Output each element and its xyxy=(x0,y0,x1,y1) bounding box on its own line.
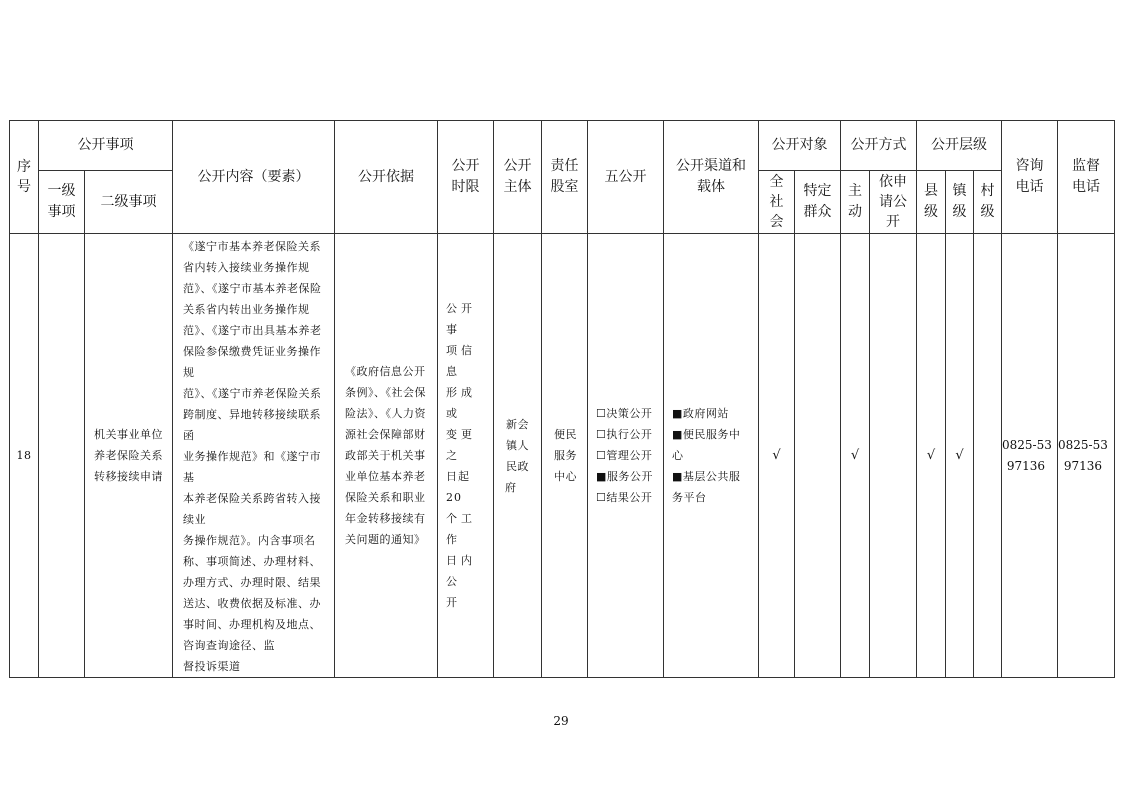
header-supervise-phone: 监督电话 xyxy=(1058,121,1115,234)
content-line: 督投诉渠道 xyxy=(183,660,241,673)
five-open-line: ☐决策公开 xyxy=(596,407,653,420)
content-line: 本养老保险关系跨省转入接续业 xyxy=(183,492,321,526)
header-channel: 公开渠道和载体 xyxy=(664,121,759,234)
subject-line: 镇人 xyxy=(506,438,529,452)
content-line: 送达、收费依据及标准、办 xyxy=(183,597,321,610)
content-line: 咨询查询途径、监 xyxy=(183,639,275,652)
header-level1: 一级事项 xyxy=(39,171,85,234)
basis-line: 《政府信息公开 xyxy=(345,365,426,378)
row-five-open xyxy=(588,234,664,678)
row-subject xyxy=(494,234,542,678)
channel-line: 心 xyxy=(672,449,684,462)
dept-line: 服务 xyxy=(554,449,577,462)
header-time-limit: 公开时限 xyxy=(438,121,494,234)
time-limit-line: 个工作 xyxy=(446,512,476,546)
row-village xyxy=(974,234,1002,678)
channel-line: ■政府网站 xyxy=(672,407,729,420)
five-open-line: ☐结果公开 xyxy=(596,491,653,504)
row-level2 xyxy=(85,234,173,678)
header-mode-active: 主动 xyxy=(841,171,870,234)
level2-line: 机关事业单位 xyxy=(94,428,163,441)
page-number: 29 xyxy=(553,714,569,728)
subject-line: 民政 xyxy=(506,459,529,473)
basis-line: 业单位基本养老 xyxy=(345,470,426,483)
header-consult-phone: 咨询电话 xyxy=(1002,121,1058,234)
level2-line: 养老保险关系 xyxy=(94,449,163,462)
channel-line: 务平台 xyxy=(672,491,707,504)
row-supervise-phone xyxy=(1058,234,1115,678)
header-town: 镇级 xyxy=(946,171,974,234)
header-dept: 责任股室 xyxy=(542,121,588,234)
header-basis: 公开依据 xyxy=(335,121,438,234)
supervise-phone-line: 0825-53 xyxy=(1058,437,1108,452)
content-line: 事时间、办理机构及地点、 xyxy=(183,618,321,631)
row-content xyxy=(173,234,335,678)
header-target: 公开对象 xyxy=(759,121,841,171)
row-consult-phone xyxy=(1002,234,1058,678)
row-county: √ xyxy=(917,234,946,678)
row-channel xyxy=(664,234,759,678)
dept-line: 便民 xyxy=(554,428,577,441)
content-line: 省内转入接续业务操作规 xyxy=(183,261,310,274)
time-limit-line: 日内公 xyxy=(446,554,476,588)
header-level: 公开层级 xyxy=(917,121,1002,171)
content-line: 范》、《遂宁市基本养老保险 xyxy=(183,282,322,295)
basis-line: 年金转移接续有 xyxy=(345,512,426,525)
content-line: 范》、《遂宁市出具基本养老 xyxy=(183,324,322,337)
row-mode-request xyxy=(870,234,917,678)
content-line: 办理方式、办理时限、结果 xyxy=(183,576,321,589)
channel-line: ■便民服务中 xyxy=(672,428,741,441)
basis-line: 保险关系和职业 xyxy=(345,491,426,504)
supervise-phone-line: 97136 xyxy=(1063,458,1102,473)
consult-phone-line: 97136 xyxy=(1006,458,1045,473)
basis-line: 政部关于机关事 xyxy=(345,449,426,462)
disclosure-table xyxy=(9,120,1115,678)
channel-line: ■基层公共服 xyxy=(672,470,741,483)
header-mode-request: 依申请公开 xyxy=(870,171,917,234)
basis-line: 关问题的通知》 xyxy=(345,533,426,546)
subject-line: 府 xyxy=(505,480,517,494)
basis-line: 险法》、《人力资 xyxy=(345,407,426,420)
content-line: 保险参保缴费凭证业务操作规 xyxy=(183,345,321,379)
content-line: 业务操作规范》和《遂宁市基 xyxy=(183,450,321,484)
content-line: 关系省内转出业务操作规 xyxy=(183,303,310,316)
row-time-limit xyxy=(438,234,494,678)
header-row-1 xyxy=(10,121,1115,171)
header-level2: 二级事项 xyxy=(85,171,173,234)
header-village: 村级 xyxy=(974,171,1002,234)
header-matter: 公开事项 xyxy=(39,121,173,171)
row-level1 xyxy=(39,234,85,678)
row-basis xyxy=(335,234,438,678)
five-open-line: ☐执行公开 xyxy=(596,428,653,441)
time-limit-line: 变更之 xyxy=(446,428,476,462)
content-line: 务操作规范》。内含事项名 xyxy=(183,534,316,547)
dept-line: 中心 xyxy=(554,470,577,483)
row-target-all: √ xyxy=(759,234,795,678)
table-row xyxy=(10,234,1115,678)
five-open-line: ■服务公开 xyxy=(596,470,653,483)
row-mode-active: √ xyxy=(841,234,870,678)
content-line: 范》、《遂宁市养老保险关系 xyxy=(183,387,322,400)
row-town: √ xyxy=(946,234,974,678)
header-seq: 序号 xyxy=(10,121,39,234)
row-seq: 18 xyxy=(10,234,39,678)
content-line: 跨制度、异地转移接续联系函 xyxy=(183,408,321,442)
header-county: 县级 xyxy=(917,171,946,234)
row-target-group xyxy=(795,234,841,678)
basis-line: 条例》、《社会保 xyxy=(345,386,426,399)
header-five-open: 五公开 xyxy=(588,121,664,234)
header-target-all: 全社会 xyxy=(759,171,795,234)
time-limit-line: 项信息 xyxy=(446,344,476,378)
time-limit-line: 形成或 xyxy=(446,386,476,420)
header-content: 公开内容（要素） xyxy=(173,121,335,234)
header-target-group: 特定群众 xyxy=(795,171,841,234)
header-mode: 公开方式 xyxy=(841,121,917,171)
time-limit-line: 公开事 xyxy=(446,302,476,336)
row-dept xyxy=(542,234,588,678)
time-limit-line: 开 xyxy=(446,596,461,609)
subject-line: 新会 xyxy=(506,417,529,431)
five-open-line: ☐管理公开 xyxy=(596,449,653,462)
consult-phone-line: 0825-53 xyxy=(1002,437,1052,452)
level2-line: 转移接续申请 xyxy=(94,470,163,483)
content-line: 称、事项简述、办理材料、 xyxy=(183,555,321,568)
header-subject: 公开主体 xyxy=(494,121,542,234)
time-limit-line: 日起 20 xyxy=(446,470,470,504)
content-line: 《遂宁市基本养老保险关系 xyxy=(183,240,321,253)
basis-line: 源社会保障部财 xyxy=(345,428,426,441)
